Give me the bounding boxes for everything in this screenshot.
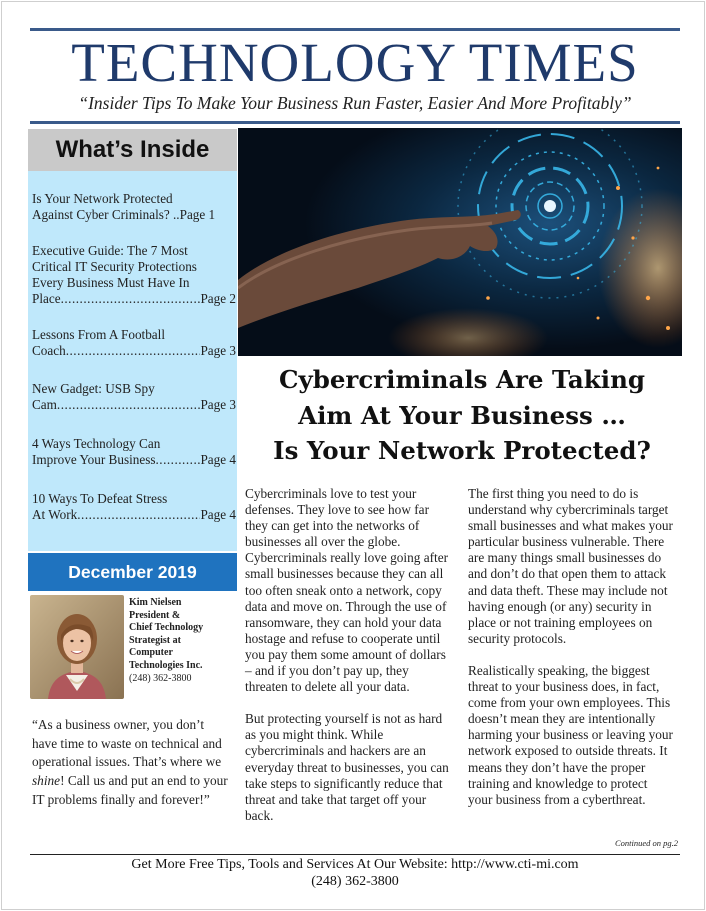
footer-website-line: Get More Free Tips, Tools and Services At Our Website: http://www.cti-mi.com (131, 857, 579, 872)
article-paragraph: Realistically speaking, the biggest threat to your business does, in fact, come from your own employees. This doesn’t mean they are intentionally harming your business or leaving your network exposed to outside threats. It means they don’t have the proper training and knowledge to protect your business from a cyberthreat. (468, 662, 673, 807)
author-details (129, 597, 239, 685)
toc-entry-line: Place (32, 291, 61, 306)
toc-leader-dots (66, 343, 201, 359)
author-title-line: Strategist at (129, 634, 181, 646)
toc-page-ref: Page 3 (200, 343, 236, 358)
toc-entry-line: Against Cyber Criminals? .. (32, 207, 180, 222)
newsletter-tagline: “Insider Tips To Make Your Business Run Faster, Easier And More Profitably” (78, 93, 632, 113)
author-quote (32, 716, 232, 810)
toc-page-ref: Page 4 (200, 507, 236, 522)
toc-page-ref: Page 3 (200, 397, 236, 412)
author-title-line: Chief Technology (129, 622, 204, 634)
toc-entry-line: Lessons From A Football (32, 327, 165, 342)
toc-leader-dots (77, 507, 200, 523)
author-name: Kim Nielsen (129, 597, 182, 608)
article-headline (242, 362, 682, 469)
issue-date-banner: December 2019 (28, 553, 237, 591)
toc-entry (32, 436, 236, 468)
masthead-top-rule (30, 28, 680, 31)
quote-text: ! Call us and put an end to your IT problems finally and forever!” (32, 773, 228, 807)
hero-image (238, 128, 682, 356)
toc-entry-line: New Gadget: USB Spy (32, 381, 155, 396)
toc-page-ref: Page 1 (179, 207, 216, 222)
toc-leader-dots (61, 291, 201, 307)
article-paragraph: The first thing you need to do is understand why cybercriminals target small businesses and what makes your particular business vulnerable. There are many things small businesses do and don’t do that open them to attack and data theft. These may include not having enough (or any) security in place or not training employees on security protocols. (468, 486, 673, 646)
table-of-contents (28, 171, 237, 551)
quote-text: “As a business owner, you don’t have time to waste on technical and operational issues. That’s where we (32, 717, 222, 770)
whats-inside-header: What’s Inside (28, 129, 237, 171)
toc-page-ref: Page 4 (200, 452, 236, 467)
footer-rule (30, 854, 680, 855)
toc-page-ref: Page 2 (200, 291, 236, 306)
author-title-line: President & (129, 609, 181, 621)
toc-leader-dots (57, 397, 201, 413)
quote-emphasis: shine (32, 773, 61, 789)
continued-note: Continued on pg.2 (614, 838, 678, 848)
masthead-bottom-rule (30, 121, 680, 124)
toc-entry (32, 491, 236, 523)
headline-line: Is Your Network Protected? (273, 436, 651, 465)
toc-entry (32, 243, 236, 307)
toc-entry-line: 4 Ways Technology Can (32, 436, 161, 451)
toc-entry-line: Cam (32, 397, 57, 412)
toc-entry-line: 10 Ways To Defeat Stress (32, 491, 168, 506)
toc-entry (32, 327, 236, 359)
author-company-line: Computer (129, 647, 173, 659)
toc-entry-line: Is Your Network Protected (32, 191, 173, 206)
toc-entry-line: Coach (32, 343, 66, 358)
article-column-1 (245, 486, 451, 840)
author-phone: (248) 362-3800 (129, 672, 192, 684)
author-photo (30, 595, 124, 699)
toc-entry-line: At Work (32, 507, 78, 522)
toc-entry (32, 191, 236, 223)
toc-entry-line: Critical IT Security Protections (32, 259, 197, 274)
toc-entry-line: Improve Your Business (32, 452, 156, 467)
newsletter-title: TECHNOLOGY TIMES (71, 32, 639, 93)
toc-leader-dots (155, 452, 200, 468)
toc-entry-line: Every Business Must Have In (32, 275, 190, 290)
toc-entry-line: Executive Guide: The 7 Most (32, 243, 188, 258)
headline-line: Aim At Your Business … (298, 400, 626, 430)
article-paragraph: Cybercriminals love to test your defenses. They love to see how far they can get into the networks of businesses all over the globe. Cybercriminals really love going after small businesses because they can all too often sneak onto a network, copy data and move on. Through the use of ransomware, they can hold your data hostage and refuse to cooperate until you pay them some amount of dollars – and if you don’t pay up, they threaten to delete all your data. (245, 486, 449, 695)
footer-phone: (248) 362-3800 (311, 874, 399, 889)
author-company-line: Technologies Inc. (129, 659, 203, 671)
article-paragraph: But protecting yourself is not as hard as you might think. While cybercriminals and hackers are an everyday threat to businesses, you can take steps to significantly reduce that threat and take that target off your back. (245, 711, 449, 823)
toc-entry (32, 381, 236, 413)
article-column-2 (468, 486, 674, 824)
headline-line: Cybercriminals Are Taking (278, 365, 646, 394)
